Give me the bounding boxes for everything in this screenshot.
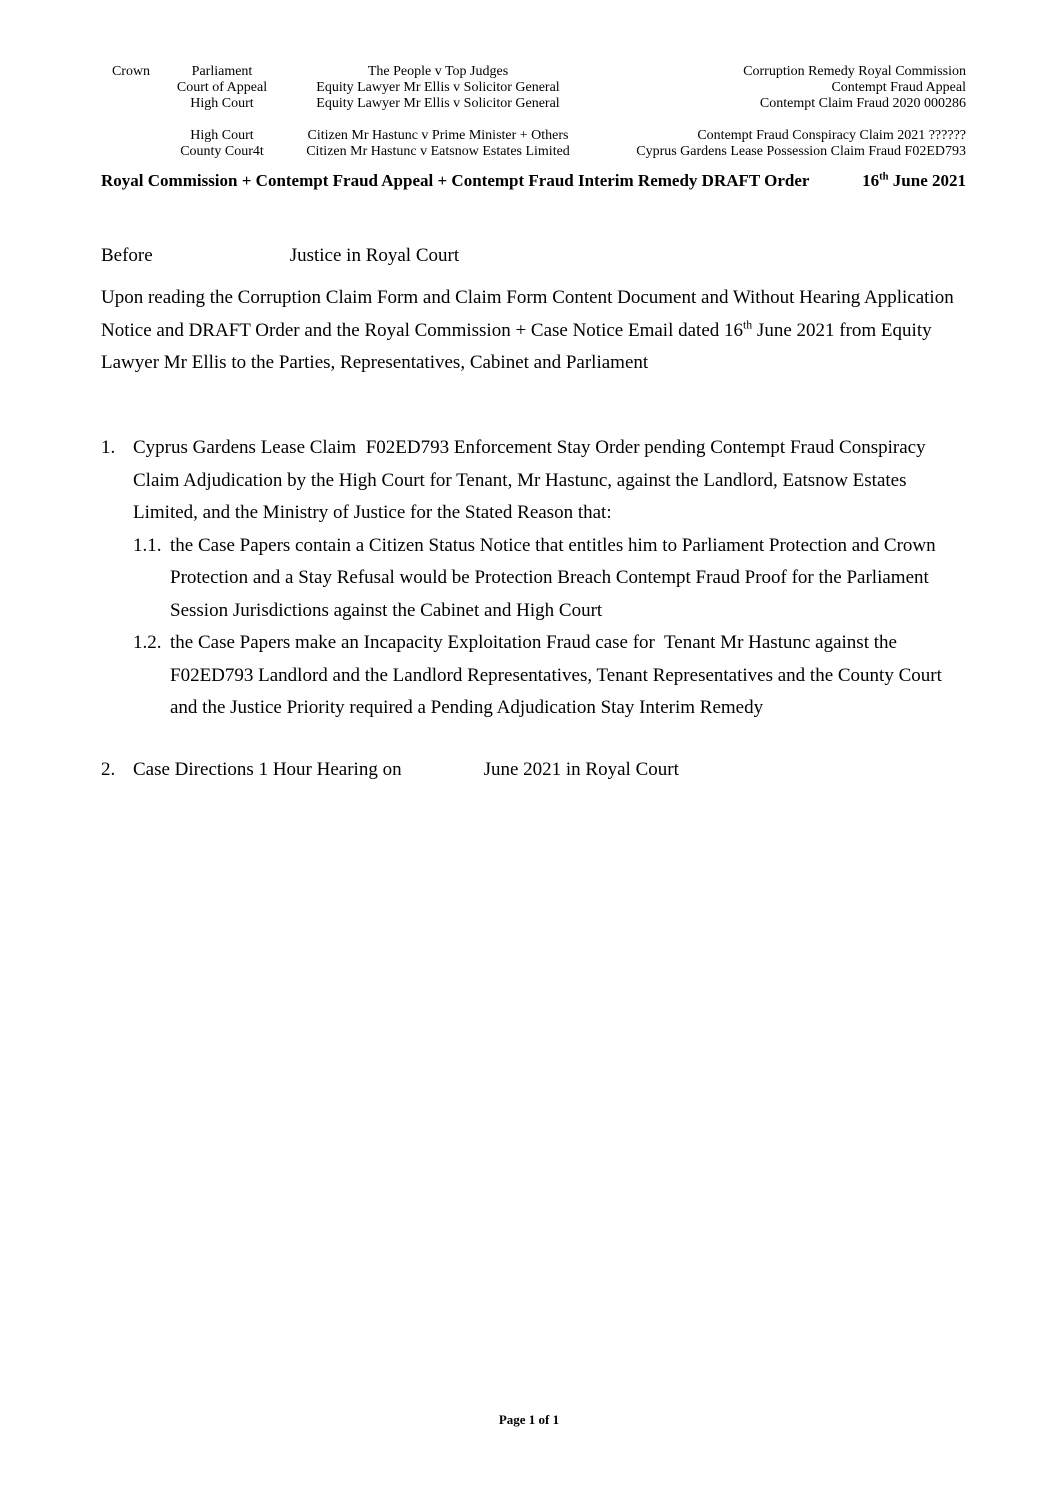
date-month-year: June 2021 (888, 171, 966, 190)
header-line-blank (156, 112, 288, 128)
preamble-date-ordinal-suffix: th (743, 318, 753, 332)
page-number: Page 1 of 1 (498, 1412, 560, 1427)
list-item-1-1-text: the Case Papers contain a Citizen Status Notice that entitles him to Parliament Protection and Crown Protection and a Stay Refusal would be Protection Breach Contempt Fraud Proof for the Parliament Session Jurisdictions against the Cabinet and High Court (170, 534, 941, 621)
header-column-crown (101, 64, 161, 80)
preamble-text-part2: June 2021 from Equity Lawyer Mr Ellis to the Parties, Representatives, Cabinet and Parliament (101, 319, 937, 374)
header-column-courts (156, 64, 288, 159)
header-line: Equity Lawyer Mr Ellis v Solicitor General (316, 95, 560, 111)
list-item-2-number: 2. (101, 759, 116, 780)
list-item-1 (101, 432, 951, 530)
header-line: Contempt Fraud Appeal (831, 79, 966, 95)
list-item-2 (101, 754, 967, 787)
header-line: Cyprus Gardens Lease Possession Claim Fraud F02ED793 (636, 143, 966, 159)
list-item-2-text-after-gap: June 2021 in Royal Court (483, 759, 679, 780)
header-line: High Court (190, 127, 254, 143)
list-item-1-1-number: 1.1. (133, 534, 162, 556)
before-label: Before (101, 245, 153, 266)
header-column-claim-refs (536, 64, 966, 159)
date-day: 16 (862, 171, 880, 190)
document-title-row (101, 170, 966, 192)
header-line: Contempt Fraud Conspiracy Claim 2021 ?????? (697, 127, 966, 143)
header-line: Crown (111, 64, 151, 79)
header-line-blank (536, 112, 966, 128)
header-line: Citizen Mr Hastunc v Eatsnow Estates Limited (306, 143, 570, 159)
header-line: Corruption Remedy Royal Commission (743, 64, 966, 79)
header-line: Equity Lawyer Mr Ellis v Solicitor General (316, 79, 560, 95)
list-item-1-2-number: 1.2. (133, 632, 162, 654)
header-line: Citizen Mr Hastunc v Prime Minister + Others (307, 127, 569, 143)
before-judge-value: Justice in Royal Court (289, 245, 460, 266)
header-line: Court of Appeal (176, 79, 268, 95)
list-item-1-1 (133, 530, 951, 628)
header-line: High Court (190, 95, 254, 111)
list-item-2-text (133, 754, 967, 787)
order-list (101, 432, 951, 725)
header-line: County Cour4t (180, 143, 264, 159)
list-item-2-text-before-gap: Case Directions 1 Hour Hearing on (133, 759, 402, 780)
list-item-1-2 (133, 627, 951, 725)
header-line: Parliament (191, 64, 253, 79)
list-item-1-text: Cyprus Gardens Lease Claim F02ED793 Enforcement Stay Order pending Contempt Fraud Conspiracy Claim Adjudication by the High Court for Tenant, Mr Hastunc, against the Landlord, Eatsnow Estates Limited, and the Ministry of Justice for the Stated Reason that: (133, 437, 931, 524)
document-title: Royal Commission + Contempt Fraud Appeal + Contempt Fraud Interim Remedy DRAFT Order (101, 171, 810, 190)
preamble-text-part1: Upon reading the Corruption Claim Form and Claim Form Content Document and Without Hearing Application Notice and DRAFT Order and the Royal Commission + Case Notice Email dated 16 (101, 287, 959, 341)
date-ordinal-suffix: th (879, 171, 889, 183)
header-line: Contempt Claim Fraud 2020 000286 (759, 95, 966, 111)
before-row (101, 245, 459, 267)
preamble-paragraph (101, 282, 967, 380)
header-line: The People v Top Judges (367, 64, 509, 79)
document-date (862, 170, 966, 192)
list-item-1-2-text: the Case Papers make an Incapacity Exploitation Fraud case for Tenant Mr Hastunc against the F02ED793 Landlord and the Landlord Representatives, Tenant Representatives and the County Court and the Justice Priority required a Pending Adjudication Stay Interim Remedy (170, 632, 947, 719)
list-item-1-number: 1. (101, 437, 116, 458)
